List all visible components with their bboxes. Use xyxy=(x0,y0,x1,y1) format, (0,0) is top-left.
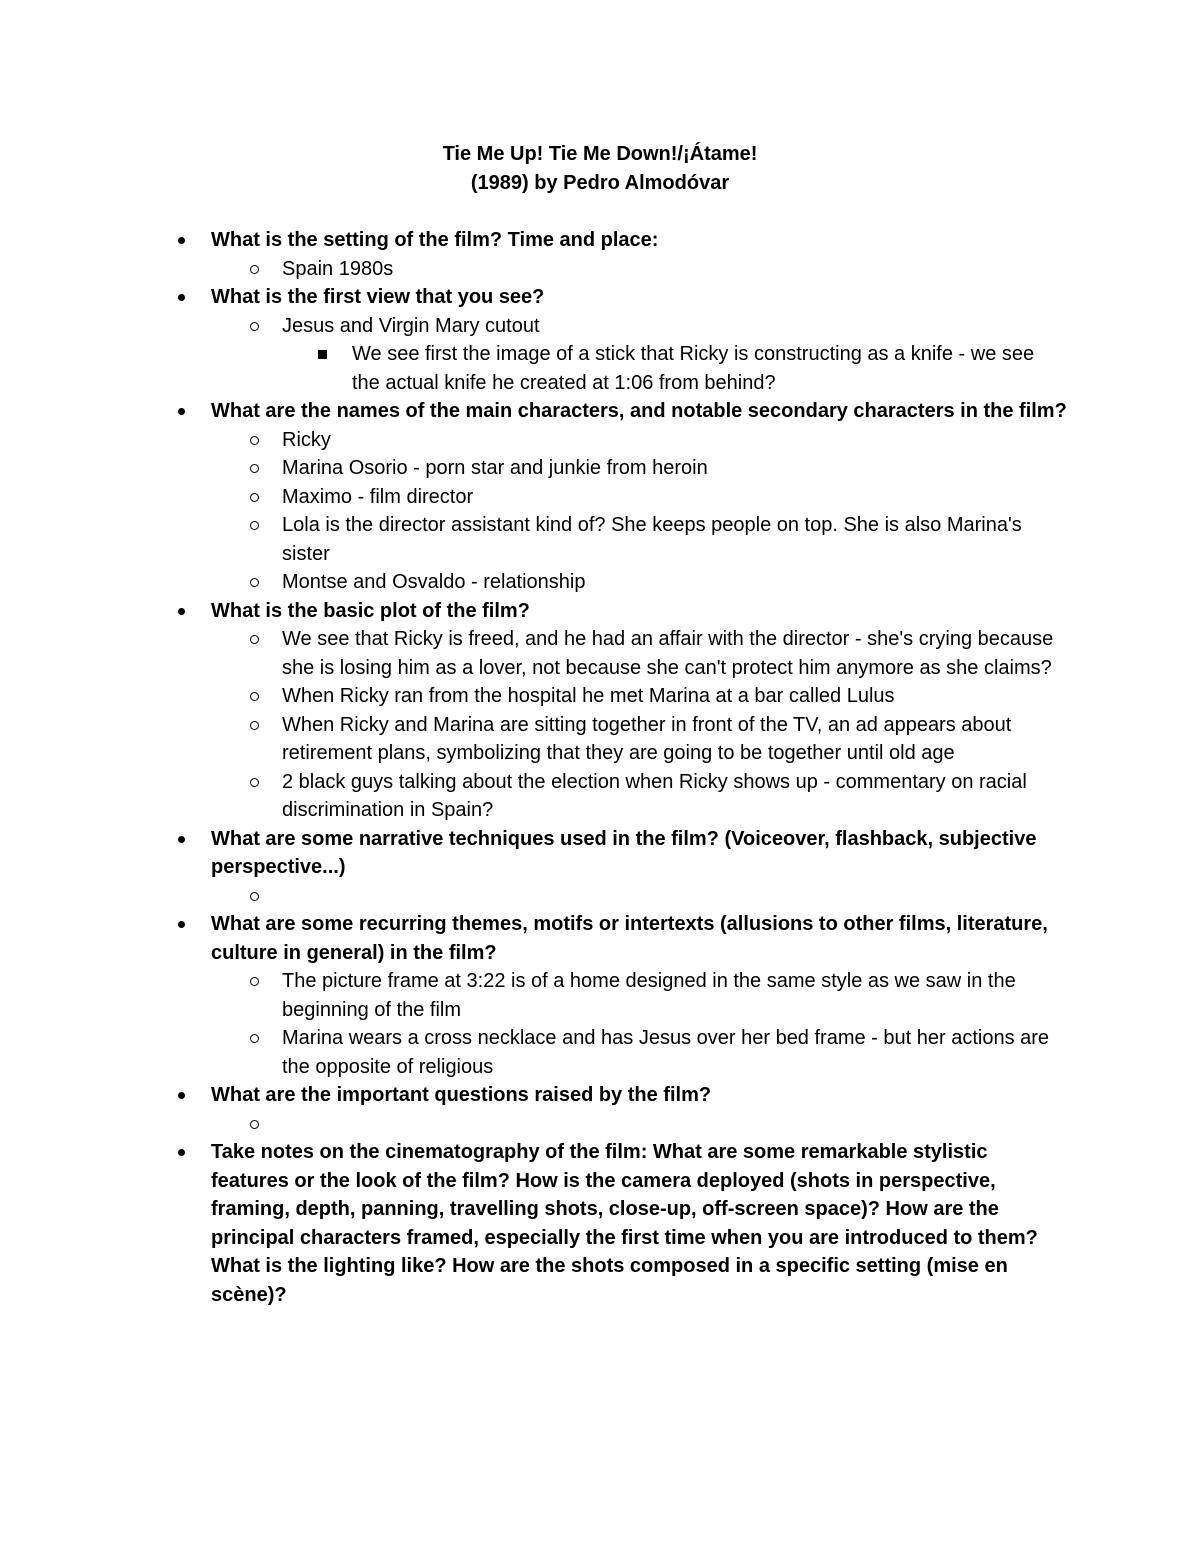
answer-item xyxy=(0,1024,1200,1081)
answer-item xyxy=(0,967,1200,1024)
answer-text: When Ricky and Marina are sitting together in front of the TV, an ad appears about retirement plans, symbolizing that they are going to be together until old age xyxy=(282,713,1012,764)
bullet-disc-icon xyxy=(178,408,185,415)
bullet-disc-icon xyxy=(178,921,185,928)
document-title xyxy=(0,140,1200,198)
answer-item xyxy=(0,711,1200,768)
bullet-circle-icon xyxy=(250,635,259,644)
sub-answer-text: We see first the image of a stick that Ricky is constructing as a knife - we see the actual knife he created at 1:06 from behind? xyxy=(352,343,1035,394)
bullet-circle-icon xyxy=(250,721,259,730)
question-item xyxy=(0,910,1200,967)
bullet-circle-icon xyxy=(250,436,259,445)
answer-item xyxy=(0,454,1200,483)
bullet-disc-icon xyxy=(178,294,185,301)
sub-answer-item xyxy=(0,340,1200,397)
bullet-circle-icon xyxy=(250,265,259,274)
bullet-circle-icon xyxy=(250,778,259,787)
question-text: What are some recurring themes, motifs or intertexts (allusions to other films, literature, culture in general) in the film? xyxy=(211,913,1048,964)
answer-item xyxy=(0,568,1200,597)
answer-text: Spain 1980s xyxy=(282,257,394,280)
question-item xyxy=(0,1138,1200,1309)
answer-text: Marina Osorio - porn star and junkie from heroin xyxy=(282,457,708,479)
answer-item xyxy=(0,255,1200,284)
question-item xyxy=(0,1081,1200,1110)
answer-item xyxy=(0,625,1200,682)
answer-text: When Ricky ran from the hospital he met Marina at a bar called Lulus xyxy=(282,685,895,707)
question-item xyxy=(0,397,1200,426)
bullet-disc-icon xyxy=(178,1092,185,1099)
bullet-circle-icon xyxy=(250,493,259,502)
question-item xyxy=(0,825,1200,882)
answer-text: We see that Ricky is freed, and he had an affair with the director - she's crying because she is losing him as a lover, not because she can't protect him anymore as she claims? xyxy=(282,628,1054,679)
title-line-2: (1989) by Pedro Almodóvar xyxy=(470,172,730,194)
question-list xyxy=(0,226,1200,1309)
bullet-disc-icon xyxy=(178,237,185,244)
answer-text: Maximo - film director xyxy=(282,485,474,508)
bullet-circle-icon xyxy=(250,322,259,331)
bullet-circle-icon xyxy=(250,1120,259,1129)
question-text: What are the important questions raised by the film? xyxy=(211,1084,712,1106)
answer-text: Marina wears a cross necklace and has Jesus over her bed frame - but her actions are the opposite of religious xyxy=(282,1027,1050,1078)
bullet-disc-icon xyxy=(178,836,185,843)
bullet-circle-icon xyxy=(250,892,259,901)
question-item xyxy=(0,226,1200,255)
title-line-1: Tie Me Up! Tie Me Down!/¡Átame! xyxy=(442,143,758,165)
answer-text: Montse and Osvaldo - relationship xyxy=(282,571,586,593)
answer-item xyxy=(0,768,1200,825)
answer-item xyxy=(0,682,1200,711)
question-text: What are some narrative techniques used in the film? (Voiceover, flashback, subjective perspective...) xyxy=(211,827,1037,878)
bullet-circle-icon xyxy=(250,977,259,986)
bullet-square-icon xyxy=(318,350,327,359)
question-text: What is the setting of the film? Time and place: xyxy=(211,229,659,251)
answer-item xyxy=(0,511,1200,568)
bullet-circle-icon xyxy=(250,578,259,587)
question-text: What is the first view that you see? xyxy=(211,286,545,308)
answer-text: Jesus and Virgin Mary cutout xyxy=(282,314,540,337)
answer-text: 2 black guys talking about the election when Ricky shows up - commentary on racial discrimination in Spain? xyxy=(282,770,1027,821)
bullet-circle-icon xyxy=(250,1034,259,1043)
bullet-disc-icon xyxy=(178,608,185,615)
answer-item xyxy=(0,882,1200,911)
answer-item xyxy=(0,1110,1200,1139)
bullet-circle-icon xyxy=(250,692,259,701)
answer-item xyxy=(0,312,1200,341)
bullet-circle-icon xyxy=(250,464,259,473)
answer-text: Lola is the director assistant kind of? She keeps people on top. She is also Marina's sister xyxy=(282,514,1022,565)
answer-text: The picture frame at 3:22 is of a home designed in the same style as we saw in the beginning of the film xyxy=(282,970,1016,1021)
bullet-circle-icon xyxy=(250,521,259,530)
answer-text: Ricky xyxy=(282,428,331,451)
question-item xyxy=(0,597,1200,626)
question-text: What are the names of the main characters, and notable secondary characters in the film? xyxy=(211,400,1067,422)
answer-item xyxy=(0,483,1200,512)
question-item xyxy=(0,283,1200,312)
bullet-disc-icon xyxy=(178,1149,185,1156)
answer-item xyxy=(0,426,1200,455)
question-text: Take notes on the cinematography of the film: What are some remarkable stylistic features or the look of the film? How is the camera deployed (shots in perspective, framing, depth, panning, travelling shots, close-up, off-screen space)? How are the principal characters framed, especially the first time when you are introduced to them? What is the lighting like? How are the shots composed in a specific setting (mise en scène)? xyxy=(211,1141,1038,1306)
question-text: What is the basic plot of the film? xyxy=(211,599,530,622)
